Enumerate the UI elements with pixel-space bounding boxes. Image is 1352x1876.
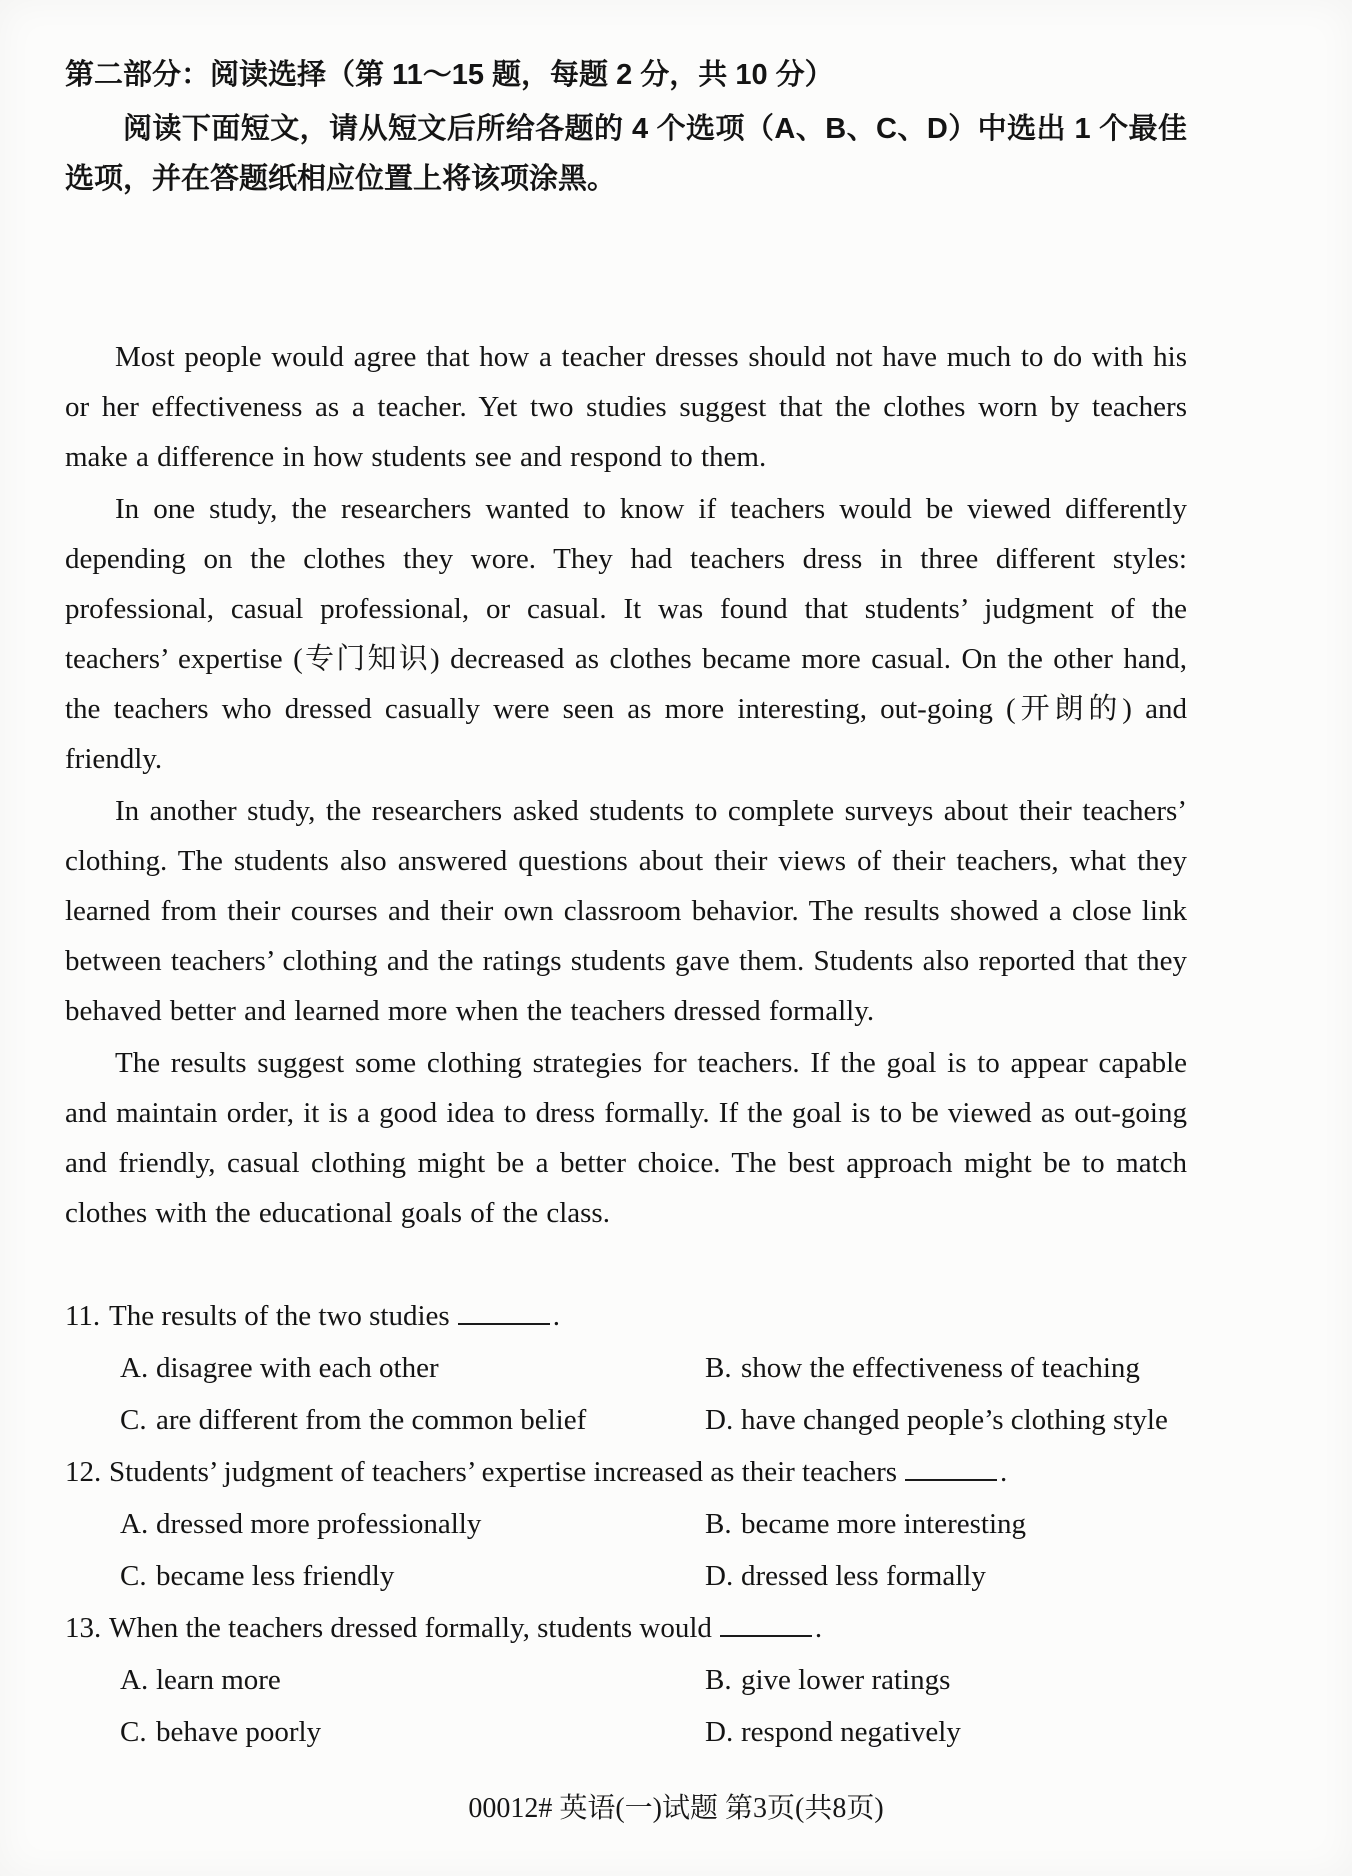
option-text: have changed people’s clothing style <box>741 1404 1168 1436</box>
answer-blank <box>905 1449 997 1481</box>
answer-blank <box>458 1293 550 1325</box>
question-12-stem-row <box>65 1446 1187 1498</box>
option-text: learn more <box>156 1664 281 1696</box>
option-label: B. <box>705 1508 732 1540</box>
option-text: give lower ratings <box>741 1664 951 1696</box>
option-text: respond negatively <box>741 1716 961 1748</box>
option-label: D. <box>705 1404 734 1436</box>
option-text: dressed less formally <box>741 1560 986 1592</box>
question-11-stem-row <box>65 1290 1187 1342</box>
option-12-b <box>705 1498 1187 1550</box>
option-11-a <box>120 1342 705 1394</box>
answer-blank <box>720 1605 812 1637</box>
question-13 <box>65 1602 1187 1758</box>
question-11 <box>65 1290 1187 1446</box>
section-instructions: 阅读下面短文，请从短文后所给各题的 4 个选项（A、B、C、D）中选出 1 个最佳选项，并在答题纸相应位置上将该项涂黑。 <box>65 113 1187 195</box>
option-label: B. <box>705 1352 732 1384</box>
reading-passage <box>65 332 1187 1238</box>
question-list <box>65 1290 1187 1758</box>
option-label: B. <box>705 1664 732 1696</box>
option-label: C. <box>120 1716 147 1748</box>
section-heading: 第二部分：阅读选择（第 11～15 题，每题 2 分，共 10 分） <box>65 59 834 91</box>
question-12-options <box>65 1498 1187 1602</box>
option-text: disagree with each other <box>156 1352 439 1384</box>
option-13-c <box>120 1706 705 1758</box>
question-number: 11. <box>65 1300 101 1332</box>
option-11-d <box>705 1394 1187 1446</box>
stem-suffix: . <box>552 1300 560 1332</box>
option-label: C. <box>120 1560 147 1592</box>
passage-paragraph-1: Most people would agree that how a teacher dresses should not have much to do with his or her effectiveness as a teacher. Yet two studies suggest that the clothes worn by teachers make a difference in how students see and respond to them. <box>65 341 1187 473</box>
option-12-c <box>120 1550 705 1602</box>
question-13-options <box>65 1654 1187 1758</box>
question-stem: The results of the two studies <box>109 1300 450 1332</box>
passage-paragraph-4: The results suggest some clothing strategies for teachers. If the goal is to appear capable and maintain order, it is a good idea to dress formally. If the goal is to be viewed as out-going and friendly, casual clothing might be a better choice. The best approach might be to match clothes with the educational goals of the class. <box>65 1047 1187 1229</box>
passage-paragraph-3: In another study, the researchers asked students to complete surveys about their teachers’ clothing. The students also answered questions about their views of their teachers, what they learned from their courses and their own classroom behavior. The results showed a close link between teachers’ clothing and the ratings students gave them. Students also reported that they behaved better and learned more when the teachers dressed formally. <box>65 795 1187 1027</box>
option-label: D. <box>705 1560 734 1592</box>
option-13-a <box>120 1654 705 1706</box>
option-12-d <box>705 1550 1187 1602</box>
question-number: 13. <box>65 1612 102 1644</box>
option-label: A. <box>120 1508 149 1540</box>
question-stem: Students’ judgment of teachers’ expertise increased as their teachers <box>109 1456 898 1488</box>
option-11-b <box>705 1342 1187 1394</box>
option-label: A. <box>120 1664 149 1696</box>
option-13-d <box>705 1706 1187 1758</box>
page-footer: 00012# 英语(一)试题 第3页(共8页) <box>468 1793 884 1824</box>
question-11-options <box>65 1342 1187 1446</box>
option-11-c <box>120 1394 705 1446</box>
option-text: show the effectiveness of teaching <box>741 1352 1140 1384</box>
option-13-b <box>705 1654 1187 1706</box>
stem-suffix: . <box>1000 1456 1008 1488</box>
option-label: A. <box>120 1352 149 1384</box>
option-text: became less friendly <box>156 1560 395 1592</box>
option-12-a <box>120 1498 705 1550</box>
option-text: behave poorly <box>156 1716 322 1748</box>
question-number: 12. <box>65 1456 102 1488</box>
question-stem: When the teachers dressed formally, students would <box>109 1612 712 1644</box>
option-text: dressed more professionally <box>156 1508 482 1540</box>
option-text: became more interesting <box>741 1508 1027 1540</box>
stem-suffix: . <box>814 1612 823 1644</box>
question-13-stem-row <box>65 1602 1187 1654</box>
option-text: are different from the common belief <box>156 1404 587 1436</box>
question-12 <box>65 1446 1187 1602</box>
option-label: C. <box>120 1404 147 1436</box>
passage-paragraph-2: In one study, the researchers wanted to know if teachers would be viewed differently depending on the clothes they wore. They had teachers dress in three different styles: professional, casual professional, or casual. It was found that students’ judgment of the teachers’ expertise (专门知识) decreased as clothes became more casual. On the other hand, the teachers who dressed casually were seen as more interesting, out-going (开朗的) and friendly. <box>65 493 1187 775</box>
option-label: D. <box>705 1716 734 1748</box>
